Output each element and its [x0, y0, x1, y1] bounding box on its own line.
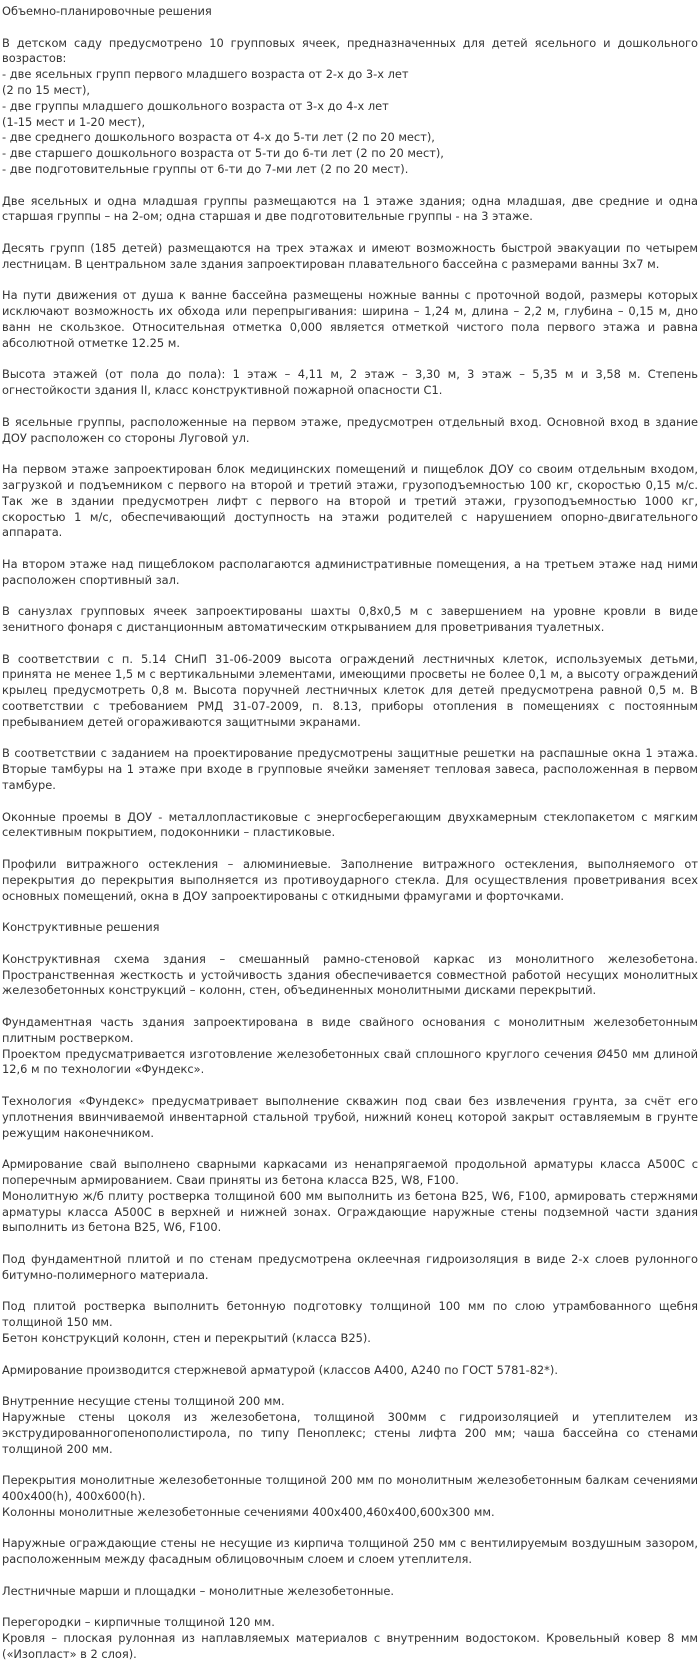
text-line: Под фундаментной плитой и по стенам предусмотрена оклеечная гидроизоляция в виде 2-х слоев рулонного битумно-полимерного материала.: [2, 1251, 698, 1282]
text-line: Две ясельных и одна младшая группы размещаются на 1 этаже здания; одна младшая, две средние и одна старшая группы – на 2-ом; одна старшая и две подготовительные группы - на 3 этаже.: [2, 193, 698, 224]
paragraph: [2, 415, 698, 447]
text-line: В детском саду предусмотрено 10 групповых ячеек, предназначенных для детей ясельного и дошкольного возрастов:: [2, 35, 698, 66]
paragraph: [2, 810, 698, 842]
text-line: Конструктивная схема здания – смешанный рамно-стеновой каркас из монолитного железобетона. Пространственная жесткость и устойчивость здания обеспечивается совместной работой несущих монолитных железобетонных конструкций – колонн, стен, объединенных монолитными дисками перекрытий.: [2, 951, 698, 998]
text-line: Перегородки – кирпичные толщиной 120 мм.: [2, 1615, 275, 1630]
paragraph: [2, 1363, 698, 1379]
paragraph: [2, 557, 698, 589]
text-line: На втором этаже над пищеблоком располагаются административные помещения, а на третьем этаже над ними расположен спортивный зал.: [2, 556, 698, 587]
text-line: - две группы младшего дошкольного возраста от 3-х до 4-х лет: [2, 98, 389, 113]
text-line: В соответствии с заданием на проектирование предусмотрены защитные решетки на распашные окна 1 этажа. Вторые тамбуры на 1 этаже при входе в групповые ячейки заменяет тепловая завеса, расположенная в первом тамбуре.: [2, 746, 698, 793]
text-line: Колонны монолитные железобетонные сечениями 400х400,460х400,600х300 мм.: [2, 1504, 495, 1519]
paragraph: [2, 367, 698, 399]
text-line: Наружные стены цоколя из железобетона, толщиной 300мм с гидроизоляцией и утеплителем из экструдированногопенополистирола, по типу Пеноплекс; стены лифта 200 мм; чаша бассейна со стенами толщиной 200 мм.: [2, 1409, 698, 1456]
text-line: Наружные ограждающие стены не несущие из кирпича толщиной 250 мм с вентилируемым воздушным зазором, расположенным между фасадным облицовочным слоем и слоем утеплителя.: [2, 1536, 698, 1567]
text-line: В соответствии с п. 5.14 СНиП 31-06-2009 высота ограждений лестничных клеток, используемых детьми, принята не менее 1,5 м с вертикальными элементами, имеющими просветы не более 0,1 м, а высоту ограждений крылец предусмотреть 0,8 м. Высота поручней лестничных клеток для детей предусмотрена равной 0,5 м. В соответствии с требованием РМД 31-07-2009, п. 8.13, приборы отопления в помещениях с постоянным пребыванием детей огораживаются защитными экранами.: [2, 651, 698, 729]
section-heading: [2, 4, 698, 20]
text-line: - две подготовительные группы от 6-ти до 7-ми лет (2 по 20 мест).: [2, 161, 409, 176]
text-line: Конструктивные решения: [2, 920, 160, 935]
paragraph: [2, 604, 698, 636]
paragraph: [2, 1252, 698, 1284]
text-line: На пути движения от душа к ванне бассейна размещены ножные ванны с проточной водой, размеры которых исключают возможность их обхода или перепрыгивания: ширина – 1,24 м, длина – 2,2 м, глубина – 0,15 м, дно ванн не скользкое. Относительная отметка 0,000 является отметкой чистого пола первого этажа и равна абсолютной отметке 12.25 м.: [2, 288, 698, 350]
text-line: Лестничные марши и площадки – монолитные железобетонные.: [2, 1583, 394, 1598]
text-line: Монолитную ж/б плиту ростверка толщиной 600 мм выполнить из бетона В25, W6, F100, армировать стержнями арматуры класса А500С в верхней и нижней зонах. Ограждающие наружные стены подземной части здания выполнить из бетона В25, W6, F100.: [2, 1188, 698, 1235]
text-line: Армирование производится стержневой арматурой (классов А400, А240 по ГОСТ 5781-82*).: [2, 1362, 558, 1377]
text-line: В санузлах групповых ячеек запроектированы шахты 0,8х0,5 м с завершением на уровне кровли в виде зенитного фонаря с дистанционным автоматическим открыванием для проветривания туалетных.: [2, 604, 698, 635]
text-line: Проектом предусматривается изготовление железобетонных свай сплошного круглого сечения Ø450 мм длиной 12,6 м по технологии «Фундекс».: [2, 1046, 698, 1077]
text-line: (1-15 мест и 1-20 мест),: [2, 114, 146, 129]
paragraph: [2, 952, 698, 999]
text-line: Кровля – плоская рулонная из наплавляемых материалов с внутренним водостоком. Кровельный ковер 8 мм («Изопласт» в 2 слоя).: [2, 1631, 698, 1661]
text-line: Объемно-планировочные решения: [2, 4, 212, 18]
text-line: Бетон конструкций колонн, стен и перекрытий (класса В25).: [2, 1330, 371, 1345]
paragraph: [2, 746, 698, 793]
paragraph: [2, 652, 698, 731]
paragraph: [2, 462, 698, 541]
paragraph: [2, 1584, 698, 1600]
text-line: - две ясельных групп первого младшего возраста от 2-х до 3-х лет: [2, 67, 409, 82]
paragraph: [2, 1615, 698, 1662]
text-line: (2 по 15 мест),: [2, 82, 91, 97]
text-line: Перекрытия монолитные железобетонные толщиной 200 мм по монолитным железобетонным балкам сечениями 400х400(h), 400х600(h).: [2, 1473, 698, 1503]
text-line: В ясельные группы, расположенные на первом этаже, предусмотрен отдельный вход. Основной вход в здание ДОУ расположен со стороны Луговой ул.: [2, 414, 698, 445]
text-line: Внутренние несущие стены толщиной 200 мм.: [2, 1394, 285, 1409]
paragraph: [2, 1015, 698, 1078]
text-line: На первом этаже запроектирован блок медицинских помещений и пищеблок ДОУ со своим отдельным входом, загрузкой и подъемником с первого на второй и третий этажи, грузоподъемностью 100 кг, скоростью 0,15 м/с. Так же в здании предусмотрен лифт с первого на второй и третий этажи, грузоподъемностью 1000 кг, скоростью 1 м/с, обеспечивающий доступность на этажи родителей с нарушением опорно-двигательного аппарата.: [2, 462, 698, 540]
text-line: Технология «Фундекс» предусматривает выполнение скважин под сваи без извлечения грунта, за счёт его уплотнения ввинчиваемой инвентарной стальной трубой, нижний конец которой закрыт оставляемым в грунте режущим наконечником.: [2, 1093, 698, 1140]
paragraph: [2, 1536, 698, 1568]
text-line: Под плитой ростверка выполнить бетонную подготовку толщиной 100 мм по слою утрамбованного щебня толщиной 150 мм.: [2, 1299, 698, 1330]
text-line: Армирование свай выполнено сварными каркасами из ненапрягаемой продольной арматуры класса А500С с поперечным армированием. Сваи приняты из бетона класса В25, W8, F100.: [2, 1157, 698, 1187]
text-line: - две среднего дошкольного возраста от 4-х до 5-ти лет (2 по 20 мест),: [2, 130, 435, 145]
paragraph: [2, 857, 698, 904]
text-line: - две старшего дошкольного возраста от 5-ти до 6-ти лет (2 по 20 мест),: [2, 146, 444, 161]
text-line: Десять групп (185 детей) размещаются на трех этажах и имеют возможность быстрой эвакуации по четырем лестницам. В центральном зале здания запроектирован плавательного бассейна с размерами ванны 3х7 м.: [2, 240, 698, 271]
text-line: Профили витражного остекления – алюминиевые. Заполнение витражного остекления, выполняемого от перекрытия до перекрытия выполняется из противоударного стекла. Для осуществления проветривания всех основных помещений, окна в ДОУ запроектированы с откидными фрамугами и форточками.: [2, 857, 698, 903]
paragraph: [2, 288, 698, 351]
paragraph: [2, 1094, 698, 1141]
text-line: Фундаментная часть здания запроектирована в виде свайного основания с монолитным железобетонным плитным ростверком.: [2, 1015, 698, 1045]
paragraph: [2, 36, 698, 178]
paragraph: [2, 194, 698, 226]
text-line: Оконные проемы в ДОУ - металлопластиковые с энергосберегающим двухкамерным стеклопакетом с мягким селективным покрытием, подоконники – пластиковые.: [2, 809, 698, 840]
paragraph: [2, 1157, 698, 1236]
text-line: Высота этажей (от пола до пола): 1 этаж – 4,11 м, 2 этаж – 3,30 м, 3 этаж – 5,35 м и 3,58 м. Степень огнестойкости здания II, класс конструктивной пожарной опасности С1.: [2, 367, 698, 398]
paragraph: [2, 1394, 698, 1457]
paragraph: [2, 1473, 698, 1520]
section-heading: [2, 920, 698, 936]
paragraph: [2, 1299, 698, 1346]
paragraph: [2, 241, 698, 273]
